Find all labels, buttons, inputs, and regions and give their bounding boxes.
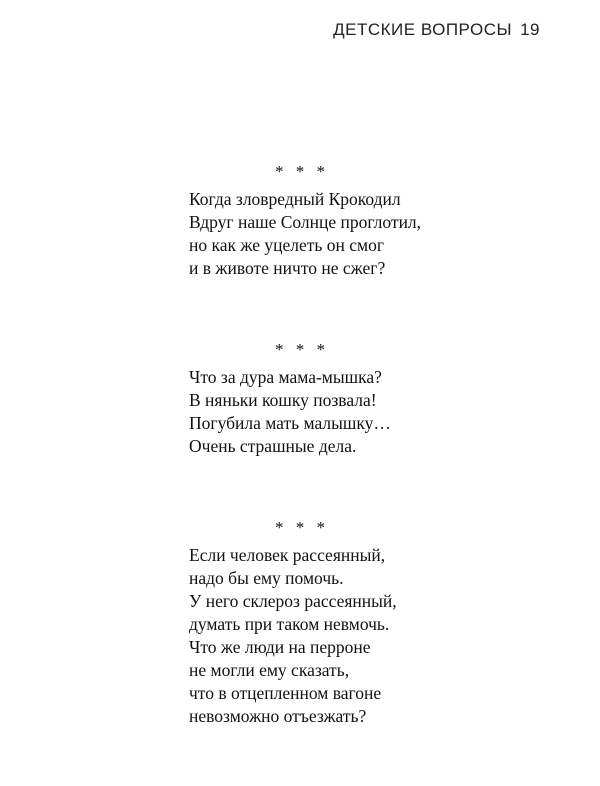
poem-line: Погубила мать малышку…: [189, 413, 391, 433]
poem-list: [189, 160, 529, 786]
poem-line: и в животе ничто не сжег?: [189, 258, 386, 278]
stanza-separator: * * *: [275, 518, 329, 537]
poem-2: [189, 338, 529, 458]
running-header: [333, 20, 540, 40]
poem-3: [189, 516, 529, 728]
poem-line: что в отцепленном вагоне: [189, 683, 382, 703]
stanza-separator: * * *: [275, 340, 329, 359]
poem-line: Если человек рассеянный,: [189, 545, 386, 565]
poem-line: думать при таком невмочь.: [189, 614, 390, 634]
poem-line: Очень страшные дела.: [189, 436, 357, 456]
poem-line: надо бы ему помочь.: [189, 568, 344, 588]
stanza-separator: * * *: [275, 162, 329, 181]
poem-line: Когда зловредный Крокодил: [189, 189, 401, 209]
page-number: 19: [520, 20, 540, 39]
section-title: ДЕТСКИЕ ВОПРОСЫ: [333, 20, 513, 39]
poem-line: но как же уцелеть он смог: [189, 235, 385, 255]
poem-line: Вдруг наше Солнце проглотил,: [189, 212, 422, 232]
poem-line: не могли ему сказать,: [189, 660, 350, 680]
poem-1: [189, 160, 529, 280]
poem-line: Что за дура мама-мышка?: [189, 367, 382, 387]
poem-line: У него склероз рассеянный,: [189, 591, 397, 611]
poem-line: невозможно отъезжать?: [189, 706, 367, 726]
poem-line: В няньки кошку позвала!: [189, 390, 377, 410]
poem-line: Что же люди на перроне: [189, 637, 371, 657]
